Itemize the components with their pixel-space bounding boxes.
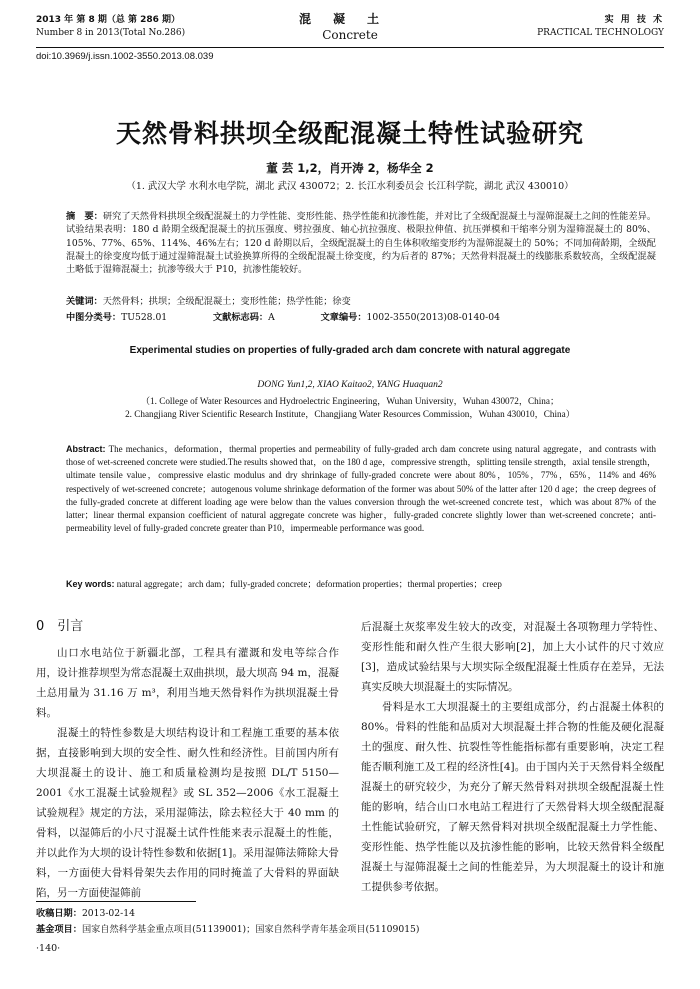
paragraph: 混凝土的特性参数是大坝结构设计和工程施工重要的基本依据，直接影响到大坝的安全性、耐久性和经济性。目前国内所有大坝混凝土的设计、施工和质量检测均是按照 DL/T 5150—2001《水工混凝土试验规程》或 SL 352—2006《水工混凝土试验规程》规定的方法，采用湿筛法，除去粒径大于 40 mm 的骨料，以湿筛后的小尺寸混凝土试件性能来表示混凝土的性能，并以此作为大坝的设计特性参数和依据[1]。采用湿筛法筛除大骨料，一方面使大骨料骨架失去作用的同时掩盖了大骨料的界面缺陷，另一方面使湿筛前 [36, 727, 339, 899]
keywords-cn [66, 295, 656, 308]
abstract-en-text: The mechanics，deformation，thermal properties and permeability of fully-graded arch dam concrete using natural aggregate，and contrasts with those of wet-screened concrete were studied.The results showed that，on the 180 d age，compressive strength，splitting tensile strength，axial tensile strength，ultimate tensile value，compressive elastic modulus and dry shrinkage of fully-graded concrete were about 80%，105%，77%，65%，114% and 46% respectively of wet-screened concrete；autogenous volume shrinkage deformation of the former was about 50% of the latter after 120 d age；the creep degrees of the fully-graded concrete at different loading age were below than the values conversion through the wet-screened concrete test，which was about 87% of the latter；linear thermal expansion coefficient of natural aggregate concrete was higher，fully-graded concrete slightly lower than wet-screened concrete；anti-permeability level of fully-graded concrete greater than P10，impermeable performance was good. [66, 444, 656, 534]
page-number: ·140· [36, 943, 61, 954]
keywords-cn-text: 天然骨料；拱坝；全级配混凝土；变形性能；热学性能；徐变 [102, 296, 351, 307]
keywords-en [66, 577, 656, 590]
article-no-label: 文章编号： [320, 312, 367, 323]
column-en: PRACTICAL TECHNOLOGY [537, 28, 664, 38]
abstract-cn-label: 摘 要： [66, 211, 103, 222]
clc-value: TU528.01 [121, 312, 168, 323]
doc-code-label: 文献标志码： [213, 312, 269, 323]
article-title-en: Experimental studies on properties of fully-graded arch dam concrete with natural aggregate [129, 345, 571, 356]
received-date [36, 905, 135, 919]
paragraph: 后混凝土灰浆率发生较大的改变，对混凝土各项物理力学特性、变形性能和耐久性产生很大影响[2]，加上大小试件的尺寸效应[3]，造成试验结果与大坝实际全级配混凝土性质存在差异，无法真实反映大坝混凝土的实际情况。 [361, 621, 664, 693]
classification-line [66, 311, 656, 324]
paragraph: 山口水电站位于新疆北部，工程具有灌溉和发电等综合作用，设计推荐坝型为常态混凝土双曲拱坝，最大坝高 94 m，混凝土总用量为 31.16 万 m³，利用当地天然骨料作为拱坝混凝土骨料。 [36, 647, 339, 719]
clc-label: 中图分类号： [66, 312, 122, 323]
keywords-en-label: Key words: [66, 579, 115, 589]
paragraph: 骨料是水工大坝混凝土的主要组成部分，约占混凝土体积的 80%。骨料的性能和品质对大坝混凝土拌合物的性能及硬化混凝土的强度、耐久性、抗裂性等性能指标都有重要影响，决定工程能否顺利施工及工程的经济性[4]。由于国内关于天然骨料全级配混凝土的研究较少，为充分了解天然骨料对拱坝全级配混凝土性能的影响，结合山口水电站工程进行了天然骨料大坝全级配混凝土性能试验研究，了解天然骨料对拱坝全级配混凝土力学性能、变形性能、热学性能以及抗渗性能的影响，比较天然骨料全级配混凝土与湿筛混凝土之间的性能差异，为大坝混凝土的设计和施工提供参考依据。 [361, 701, 664, 893]
issue-cn: 2013 年 第 8 期（总 第 286 期） [36, 15, 181, 25]
received-label: 收稿日期： [36, 908, 82, 919]
affiliation-en-2: 2. Changjiang River Scientific Research Institute，Changjiang Water Resources Commission，Wuhan 430010，China） [125, 409, 575, 419]
abstract-cn-text: 研究了天然骨料拱坝全级配混凝土的力学性能、变形性能、热学性能和抗渗性能，并对比了全级配混凝土与湿筛混凝土之间的性能差异。试验结果表明：180 d 龄期全级配混凝土的抗压强度、劈拉强度、轴心抗拉强度、极限拉伸值、抗压弹模和干缩率分别为湿筛混凝土的 80%、105%、77%、65%、114%、46%左右；120 d 龄期以后，全级配混凝土的自生体积收缩变形约为湿筛混凝土的 50%；不同加荷龄期，全级配混凝土的徐变度均低于通过湿筛混凝土试验换算所得的全级配混凝土徐变度，约为后者的 87%；天然骨料混凝土的线膨胀系数较高，全级配混凝土略低于湿筛混凝土；抗渗等级大于 P10，抗渗性能较好。 [66, 211, 657, 276]
article-no-value: 1002-3550(2013)08-0140-04 [366, 312, 500, 323]
header-rule [36, 47, 664, 48]
abstract-en-label: Abstract: [66, 444, 106, 454]
affiliation-en-1: （1. College of Water Resources and Hydroelectric Engineering，Wuhan University，Wuhan 430072，China； [140, 396, 560, 406]
fund-project [36, 921, 420, 935]
authors-cn: 董 芸 1,2，肖开涛 2，杨华全 2 [266, 161, 434, 175]
footnote-rule [36, 901, 196, 902]
abstract-cn [66, 210, 656, 276]
affiliation-en [0, 395, 700, 421]
affiliation-cn: （1. 武汉大学 水利水电学院，湖北 武汉 430072；2. 长江水利委员会 长江科学院，湖北 武汉 430010） [126, 181, 574, 192]
abstract-en [66, 443, 656, 535]
keywords-cn-label: 关键词： [66, 296, 103, 307]
column-cn: 实 用 技 术 [604, 15, 664, 25]
body-right-column [361, 617, 664, 897]
journal-name-en: Concrete [322, 28, 378, 42]
keywords-en-text: natural aggregate；arch dam；fully-graded concrete；deformation properties；thermal properties；creep [116, 579, 502, 589]
fund-label: 基金项目： [36, 924, 82, 935]
issue-en: Number 8 in 2013(Total No.286) [36, 28, 186, 38]
authors-en: DONG Yun1,2, XIAO Kaitao2, YANG Huaquan2 [257, 380, 443, 390]
doi[interactable]: doi:10.3969/j.issn.1002-3550.2013.08.039 [36, 51, 214, 62]
doc-code-value: A [268, 312, 275, 323]
body-left-column [36, 617, 339, 903]
journal-name-cn: 混凝土 [298, 12, 401, 26]
fund-value: 国家自然科学基金重点项目(51139001)；国家自然科学青年基金项目(51109015) [81, 924, 420, 935]
running-header-right [537, 14, 664, 40]
received-value: 2013-02-14 [81, 908, 135, 919]
section-heading: 0 引言 [36, 619, 84, 634]
article-title-cn: 天然骨料拱坝全级配混凝土特性试验研究 [115, 119, 584, 148]
